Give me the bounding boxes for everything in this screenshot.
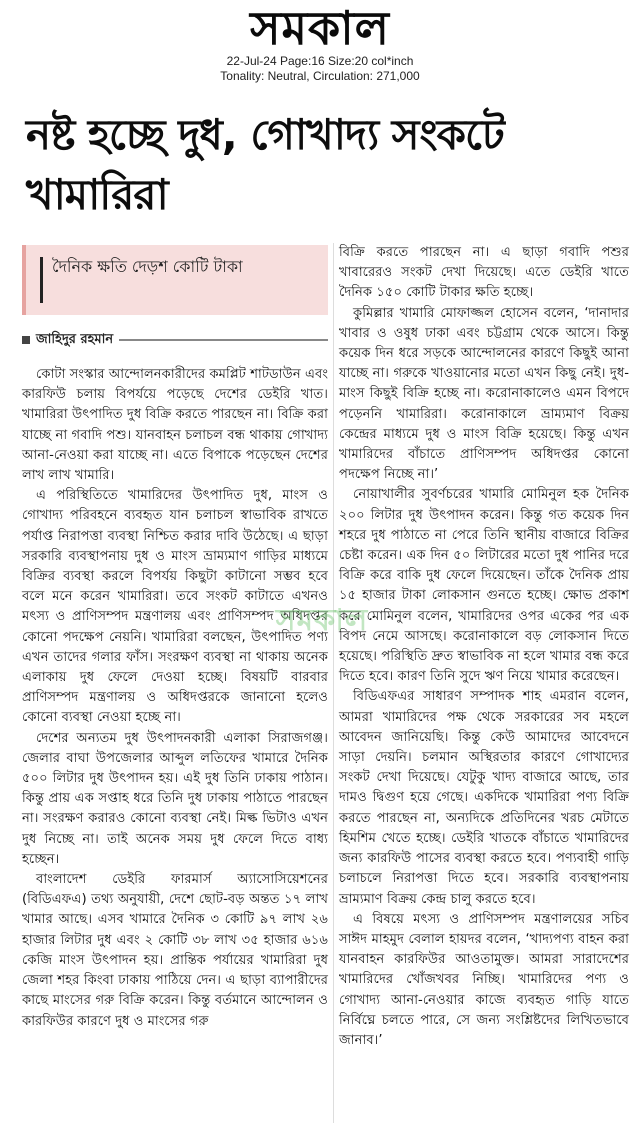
- subhead-accent-bar: [40, 257, 43, 303]
- article-headline: নষ্ট হচ্ছে দুধ, গোখাদ্য সংকটে খামারিরা: [26, 110, 504, 219]
- byline-square-icon: [22, 336, 30, 344]
- column-divider: [333, 243, 334, 1123]
- byline: [22, 331, 328, 349]
- article-left-column: [22, 245, 328, 1032]
- clipping-meta-date-page-size: 22-Jul-24 Page:16 Size:20 col*inch: [226, 54, 414, 68]
- paragraph: কোটা সংস্কার আন্দোলনকারীদের কমপ্লিট শাটডাউন এবং কারফিউ চলায় বিপর্যয়ে পড়েছে দেশের ডেইরি খাত। খামারিরা উৎপাদিত দুধ বিক্রি করতে পারছেন না। বিক্রি করা যাচ্ছে না গবাদি পশু। যানবাহন চলাচল বন্ধ থাকায় গোখাদ্য আনা-নেওয়া করা যাচ্ছে না। এতে বিপাকে পড়েছেন দেশের লাখ লাখ খামারি।: [22, 367, 328, 484]
- watermark-logo: সমকাল: [275, 603, 369, 638]
- paragraph: এ বিষয়ে মৎস্য ও প্রাণিসম্পদ মন্ত্রণালয়ের সচিব সাঈদ মাহমুদ বেলাল হায়দর বলেন, ‘খাদ্যপণ্য বাহন করা যানবাহন কারফিউর আওতামুক্ত। আমরা সারাদেশের খামারিদের খোঁজখবর নিচ্ছি। খামারিদের পণ্য ও গোখাদ্য আনা-নেওয়ার কাজে ব্যবহৃত গাড়ি যাতে নির্বিঘ্নে চলতে পারে, সে জন্য সংশ্লিষ্টদের লিখিতভাবে জানাব।’: [339, 911, 629, 1048]
- left-body-text: [22, 365, 328, 1032]
- right-body-text: [339, 243, 629, 1051]
- paragraph: বিক্রি করতে পারছেন না। এ ছাড়া গবাদি পশুর খাবারেরও সংকট দেখা দিয়েছে। এতে ডেইরি খাতে দৈনিক ১৫০ কোটি টাকার ক্ষতি হচ্ছে।: [339, 245, 629, 301]
- paragraph: এ পরিস্থিতিতে খামারিদের উৎপাদিত দুধ, মাংস ও গোখাদ্য পরিবহনে ব্যবহৃত যান চলাচল স্বাভাবিক রাখতে পর্যাপ্ত নিরাপত্তা ব্যবস্থা নিশ্চিত করার দাবি উঠেছে। এ ছাড়া সরকারি ব্যবস্থাপনায় দুধ ও মাংস ভ্রাম্যমাণ গাড়ির মাধ্যমে বিক্রির ব্যবস্থা করলে বিপর্যয় কিছুটা কাটানো সম্ভব হবে বলে মনে করেন খামারিরা। তবে সংকট কাটাতে এখনও মৎস্য ও প্রাণিসম্পদ মন্ত্রণালয় এবং প্রাণিসম্পদ অধিদপ্তর কোনো পদক্ষেপ নেয়নি। খামারিরা বলছেন, উৎপাদিত পণ্য এখন তাদের গলার ফাঁস। সংরক্ষণ ব্যবস্থা না থাকায় অনেক এলাকায় দুধ ফেলে দেওয়া হচ্ছে। বিষয়টি বারবার প্রাণিসম্পদ মন্ত্রণালয় ও অধিদপ্তরকে জানানো হলেও কোনো ব্যবস্থা নেওয়া হচ্ছে না।: [22, 488, 328, 726]
- byline-rule: [119, 339, 328, 341]
- article-subhead: দৈনিক ক্ষতি দেড়শ কোটি টাকা: [52, 257, 243, 276]
- paragraph: দেশের অন্যতম দুধ উৎপাদনকারী এলাকা সিরাজগঞ্জ। জেলার বাঘা উপজেলার আব্দুল লতিফের খামারে দৈনিক ৫০০ লিটার দুধ উৎপাদন হয়। এই দুধ তিনি ঢাকায় পাঠান। কিন্তু প্রায় এক সপ্তাহ ধরে তিনি দুধ ঢাকায় পাঠাতে পারছেন না। সংরক্ষণ করারও কোনো ব্যবস্থা নেই। মিল্ক ভিটাও এখন দুধ নিচ্ছে না। তাই অনেক সময় দুধ ফেলে দিতে বাধ্য হচ্ছেন।: [22, 730, 328, 867]
- article-right-column: [339, 243, 629, 1051]
- masthead: [0, 0, 640, 84]
- paragraph: বাংলাদেশ ডেইরি ফারমার্স অ্যাসোসিয়েশনের (বিডিএফএ) তথ্য অনুযায়ী, দেশে ছোট-বড় অন্তত ১৭ লাখ খামার আছে। এসব খামারে দৈনিক ৩ কোটি ৯৭ লাখ ২৬ হাজার লিটার দুধ এবং ২ কোটি ৩৮ লাখ ৩৫ হাজার ৬১৬ কেজি মাংস উৎপাদন হয়। প্রান্তিক পর্যায়ের খামারিরা দুধ জেলা শহর কিংবা ঢাকায় পাঠিয়ে দেন। এ ছাড়া ব্যাপারীদের কাছে মাংসের গরু বিক্রি করেন। কিন্তু বর্তমানে আন্দোলন ও কারফিউর কারণে দুধ ও মাংসের গরু: [22, 872, 328, 1029]
- newspaper-logo: সমকাল: [250, 1, 390, 55]
- paragraph: বিডিএফএর সাধারণ সম্পাদক শাহ এমরান বলেন, আমরা খামারিদের পক্ষ থেকে সরকারের সব মহলে আবেদন জানিয়েছি। কিন্তু কেউ আমাদের আবেদনে সাড়া দেয়নি। চলমান অস্থিরতার কারণে গোখাদ্যের সংকট দেখা দিয়েছে। যেটুকু খাদ্য বাজারে আছে, তার দামও দ্বিগুণ হয়ে গেছে। একদিকে খামারিরা পণ্য বিক্রি করতে পারছেন না, অন্যদিকে প্রতিদিনের খরচ মেটাতে হিমশিম খেতে হচ্ছে। ডেইরি খাতকে বাঁচাতে খামারিদের জন্য কারফিউ পাসের ব্যবস্থা করতে হবে। পণ্যবাহী গাড়ি চলাচলে নিরাপত্তা দিতে হবে। সরকারি ব্যবস্থাপনায় ভ্রাম্যমাণ বিক্রয় কেন্দ্র চালু করতে হবে।: [339, 689, 629, 907]
- clipping-meta-tonality-circulation: Tonality: Neutral, Circulation: 271,000: [220, 69, 420, 83]
- byline-author: জাহিদুর রহমান: [36, 331, 114, 347]
- subhead-box: [22, 245, 328, 315]
- paragraph: কুমিল্লার খামারি মোফাজ্জল হোসেন বলেন, ‘দানাদার খাবার ও ওষুধ ঢাকা এবং চট্টগ্রাম থেকে আসে। কিন্তু কয়েক দিন ধরে সড়কে আন্দোলনের কারণে কিছুই আনা যাচ্ছে না। গরুকে খাওয়ানোর মতো এখন কিছু নেই। দুধ-মাংস কিছুই বিক্রি হচ্ছে না। করোনাকালেও এমন বিপদে পড়েননি খামারিরা। করোনাকালে ভ্রাম্যমাণ বিক্রয় কেন্দ্রের মাধ্যমে দুধ ও মাংস বিক্রি হয়েছে। কিন্তু এখন খামারিদের বাঁচাতে প্রাণিসম্পদ অধিদপ্তর কোনো পদক্ষেপ নিচ্ছে না।’: [339, 305, 629, 483]
- paragraph: নোয়াখালীর সুবর্ণচরের খামারি মোমিনুল হক দৈনিক ২০০ লিটার দুধ উৎপাদন করেন। কিন্তু গত কয়েক দিন শহরে দুধ পাঠাতে না পেরে তিনি স্থানীয় বাজারে বিক্রির চেষ্টা করেন। এক দিন ৫০ লিটারের মতো দুধ পানির দরে বিক্রি করে বাকি দুধ ফেলে দিয়েছেন। তাঁকে দৈনিক প্রায় ১৫ হাজার টাকা লোকসান গুনতে হচ্ছে। ক্ষোভ প্রকাশ করে মোমিনুল বলেন, খামারিদের ওপর একের পর এক বিপদ নেমে আসছে। করোনাকালে বড় লোকসান দিতে হয়েছে। পরিস্থিতি দ্রুত স্বাভাবিক না হলে খামার বন্ধ করে দিতে হবে। কারণ তিনি সুদে ঋণ নিয়ে খামার করেছেন।: [339, 487, 629, 685]
